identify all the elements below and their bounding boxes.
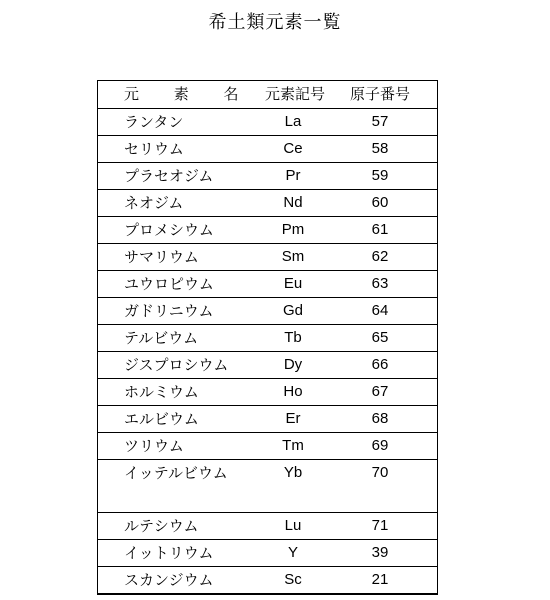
element-symbol: Yb	[283, 464, 303, 481]
table-row	[98, 217, 437, 244]
table-row	[98, 406, 437, 433]
element-symbol: Ce	[283, 140, 303, 157]
element-name: ホルミウム	[124, 383, 199, 401]
table-row	[98, 513, 437, 540]
element-symbol: Gd	[282, 302, 303, 319]
element-name: テルビウム	[124, 329, 199, 347]
element-name: ユウロピウム	[124, 275, 214, 293]
table-row	[98, 271, 437, 298]
element-symbol: Nd	[283, 194, 303, 211]
table-row	[98, 136, 437, 163]
element-name: イットリウム	[124, 544, 214, 562]
element-name: イッテルビウム	[124, 464, 228, 482]
element-symbol: Dy	[283, 356, 303, 373]
element-name: プラセオジム	[124, 167, 214, 185]
header-atomic-number: 原子番号	[349, 85, 410, 103]
atomic-number: 66	[371, 356, 389, 373]
element-symbol: Eu	[283, 275, 303, 292]
element-name: ジスプロシウム	[124, 356, 229, 374]
element-name: ガドリニウム	[124, 302, 214, 320]
element-name: ランタン	[124, 113, 184, 131]
element-symbol: Tb	[284, 329, 302, 346]
atomic-number: 70	[371, 464, 389, 481]
table-row	[98, 460, 437, 513]
element-symbol: Y	[287, 544, 298, 561]
element-symbol: Pm	[281, 221, 305, 238]
table-row	[98, 190, 437, 217]
atomic-number: 57	[371, 113, 389, 130]
atomic-number: 68	[371, 410, 389, 427]
rare-earth-table	[97, 80, 438, 595]
atomic-number: 69	[371, 437, 389, 454]
table-row	[98, 379, 437, 406]
element-symbol: Pr	[285, 167, 301, 184]
atomic-number: 67	[371, 383, 389, 400]
atomic-number: 71	[371, 517, 389, 534]
element-name: スカンジウム	[124, 571, 214, 589]
element-name: エルビウム	[124, 410, 199, 428]
header-element-name: 元 素 名	[124, 85, 254, 103]
atomic-number: 39	[371, 544, 389, 561]
element-symbol: Ho	[283, 383, 303, 400]
table-row	[98, 433, 437, 460]
atomic-number: 63	[371, 275, 389, 292]
element-name: サマリウム	[124, 248, 199, 266]
atomic-number: 60	[371, 194, 389, 211]
element-symbol: Tm	[282, 437, 304, 454]
atomic-number: 58	[371, 140, 389, 157]
table-header-row	[98, 81, 437, 109]
element-symbol: Sm	[281, 248, 305, 265]
document-title: 希土類元素一覧	[208, 12, 342, 33]
element-name: ルテシウム	[124, 517, 199, 535]
element-symbol: Sc	[284, 571, 302, 588]
header-element-symbol: 元素記号	[264, 85, 325, 103]
atomic-number: 21	[371, 571, 389, 588]
atomic-number: 65	[371, 329, 389, 346]
atomic-number: 62	[371, 248, 389, 265]
table-row	[98, 540, 437, 567]
element-symbol: Lu	[284, 517, 302, 534]
table-row	[98, 163, 437, 190]
table-row	[98, 352, 437, 379]
atomic-number: 59	[371, 167, 389, 184]
element-name: ツリウム	[124, 437, 184, 455]
table-row	[98, 244, 437, 271]
atomic-number: 61	[371, 221, 389, 238]
atomic-number: 64	[371, 302, 389, 319]
table-row	[98, 109, 437, 136]
table-row	[98, 325, 437, 352]
element-name: ネオジム	[124, 194, 184, 212]
element-symbol: La	[284, 113, 302, 130]
element-name: プロメシウム	[124, 221, 214, 239]
table-row	[98, 567, 437, 593]
element-symbol: Er	[285, 410, 301, 427]
element-name: セリウム	[124, 140, 184, 158]
table-row	[98, 298, 437, 325]
